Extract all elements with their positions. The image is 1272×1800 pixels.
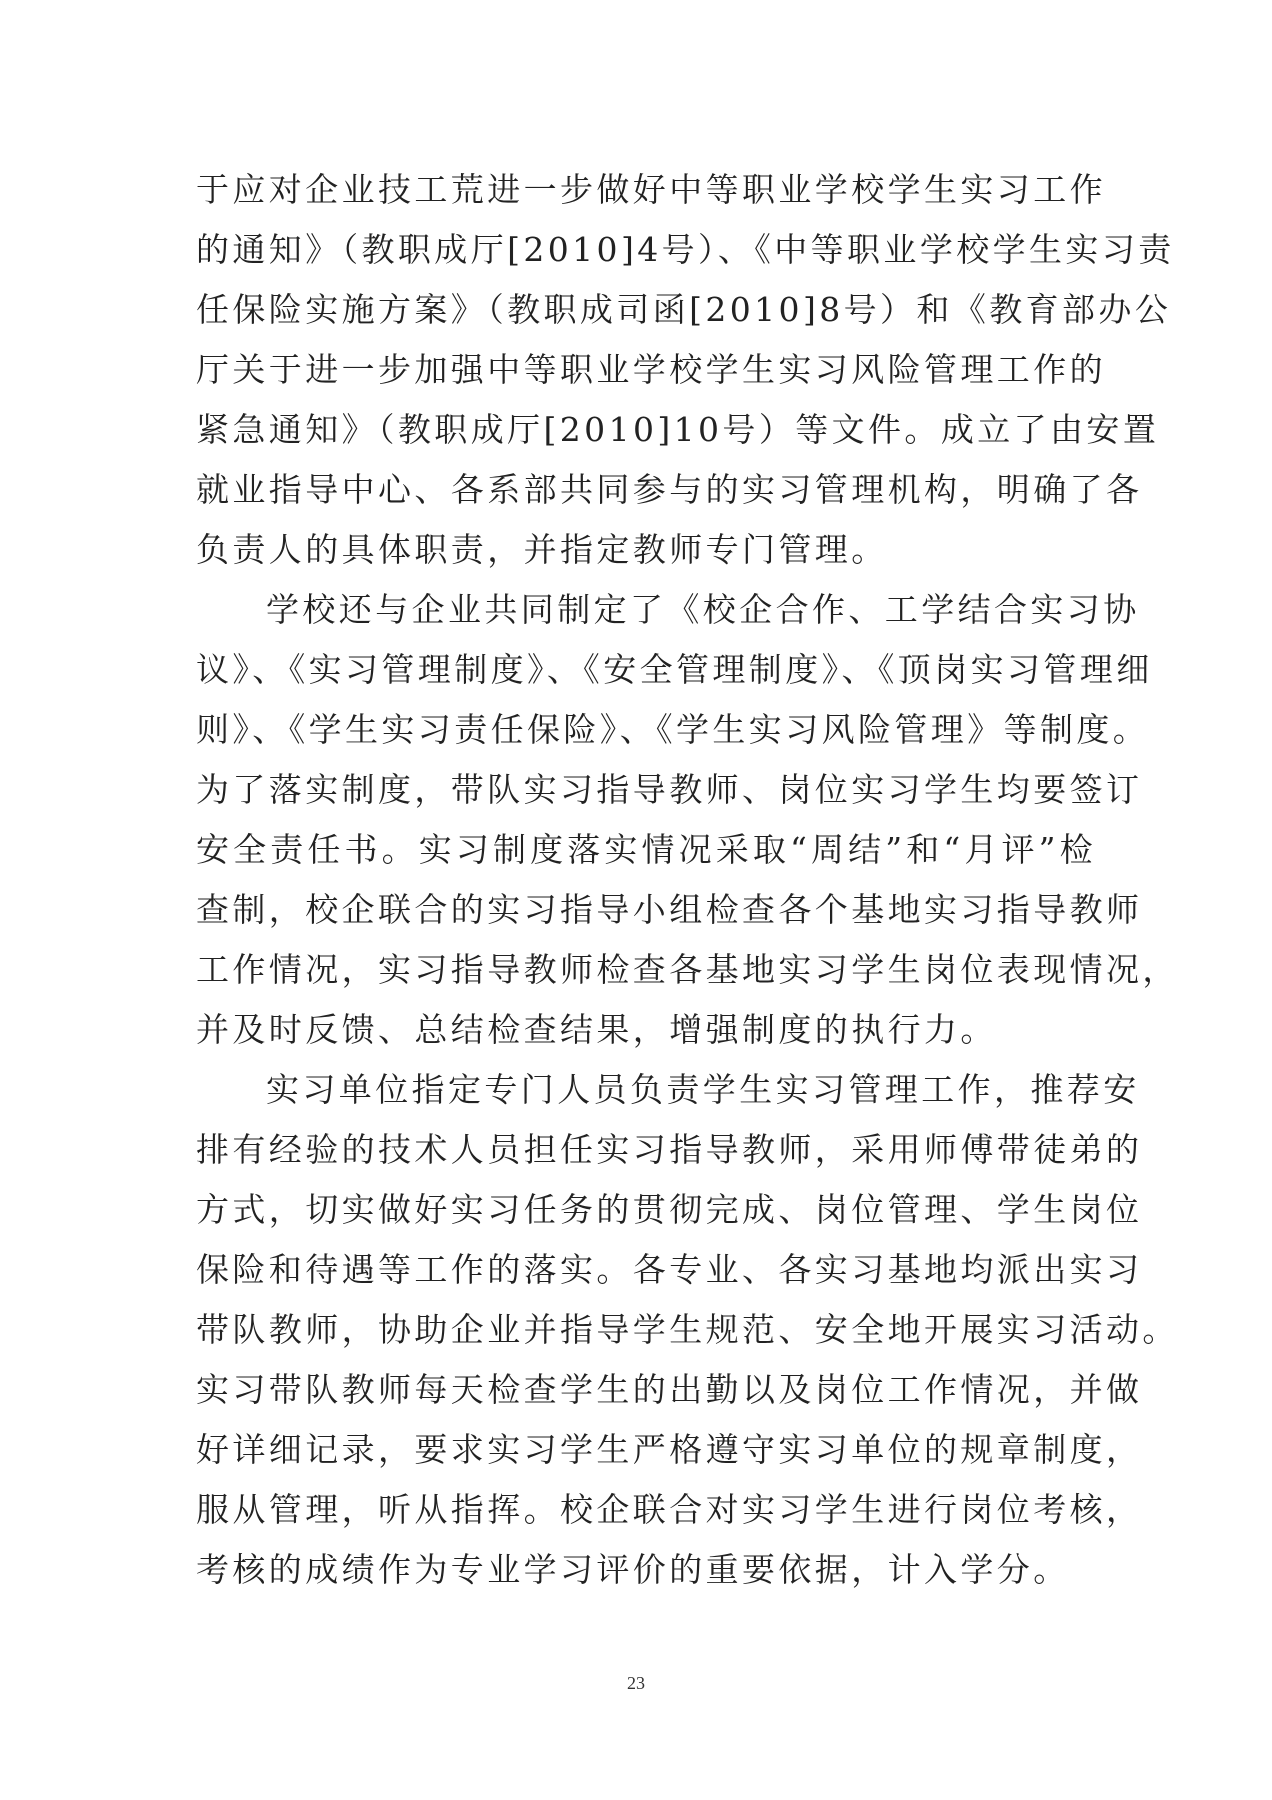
paragraph-3	[196, 1060, 1179, 1600]
text-line: 就业指导中心、各系部共同参与的实习管理机构，明确了各	[196, 470, 1143, 509]
text-line: 实习带队教师每天检查学生的出勤以及岗位工作情况，并做	[196, 1370, 1143, 1409]
text-line: 负责人的具体职责，并指定教师专门管理。	[196, 530, 888, 569]
text-line: 考核的成绩作为专业学习评价的重要依据，计入学分。	[196, 1550, 1070, 1589]
text-line: 带队教师，协助企业并指导学生规范、安全地开展实习活动。	[196, 1310, 1179, 1349]
body-text	[196, 160, 1179, 1600]
text-line: 实习单位指定专门人员负责学生实习管理工作，推荐安	[266, 1070, 1140, 1109]
text-line: 方式，切实做好实习任务的贯彻完成、岗位管理、学生岗位	[196, 1190, 1143, 1229]
text-line: 任保险实施方案》（教职成司函[2010]8号）和《教育部办公	[196, 290, 1172, 329]
text-line: 于应对企业技工荒进一步做好中等职业学校学生实习工作	[196, 170, 1106, 209]
text-line: 厅关于进一步加强中等职业学校学生实习风险管理工作的	[196, 350, 1106, 389]
text-line: 议》、《实习管理制度》、《安全管理制度》、《顶岗实习管理细	[196, 650, 1153, 689]
text-line: 为了落实制度，带队实习指导教师、岗位实习学生均要签订	[196, 770, 1143, 809]
paragraph-1	[196, 160, 1175, 580]
paragraph-2	[196, 580, 1179, 1060]
text-line: 并及时反馈、总结检查结果，增强制度的执行力。	[196, 1010, 997, 1049]
page-number: 23	[627, 1673, 645, 1693]
text-line: 排有经验的技术人员担任实习指导教师，采用师傅带徒弟的	[196, 1130, 1143, 1169]
text-line: 好详细记录，要求实习学生严格遵守实习单位的规章制度，	[196, 1430, 1143, 1469]
text-line: 保险和待遇等工作的落实。各专业、各实习基地均派出实习	[196, 1250, 1143, 1289]
text-line: 服从管理，听从指挥。校企联合对实习学生进行岗位考核，	[196, 1490, 1143, 1529]
text-line: 紧急通知》（教职成厅[2010]10号）等文件。成立了由安置	[196, 410, 1160, 449]
text-line: 学校还与企业共同制定了《校企合作、工学结合实习协	[266, 590, 1140, 629]
text-line: 的通知》（教职成厅[2010]4号）、《中等职业学校学生实习责	[196, 230, 1175, 269]
text-line: 则》、《学生实习责任保险》、《学生实习风险管理》等制度。	[196, 710, 1150, 749]
text-line: 工作情况，实习指导教师检查各基地实习学生岗位表现情况，	[196, 950, 1179, 989]
text-line: 安全责任书。实习制度落实情况采取“周结”和“月评”检	[196, 830, 1096, 869]
text-line: 查制，校企联合的实习指导小组检查各个基地实习指导教师	[196, 890, 1143, 929]
